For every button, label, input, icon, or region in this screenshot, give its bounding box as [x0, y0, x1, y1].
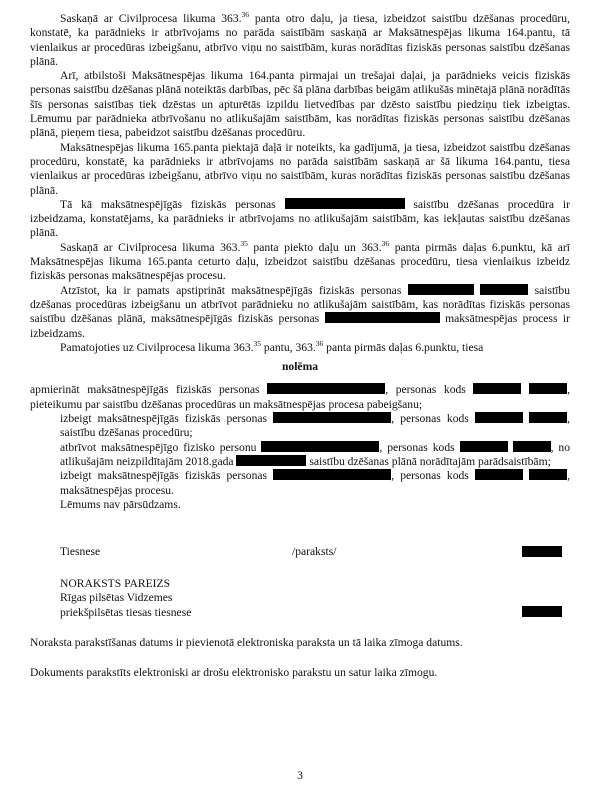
redaction-box	[236, 455, 306, 466]
redaction-box	[408, 284, 474, 295]
redaction-box	[267, 383, 385, 394]
redaction-box	[529, 412, 567, 423]
resolution-item: izbeigt maksātnespējīgās fiziskās personas , personas kods , maksātnespējas procesu.	[60, 469, 570, 497]
appeal-note: Lēmums nav pārsūdzams.	[60, 497, 181, 511]
copy-title: NORAKSTS PAREIZS	[60, 577, 171, 591]
paragraph: Tā kā maksātnespējīgās fiziskās personas saistību dzēšanas procedūra ir izbeidzama, konstatējams, ka parādnieks ir atbrīvojams no atlikušajām saistībām, kas iekļautas saistību dzēšanas plānā.	[30, 197, 570, 240]
footer-note: Dokuments parakstīts elektroniski ar drošu elektronisko parakstu un satur laika zīmogu.	[30, 666, 438, 680]
redaction-box	[513, 441, 551, 452]
resolution-item: izbeigt maksātnespējīgās fiziskās personas , personas kods , saistību dzēšanas procedūru;	[60, 412, 570, 440]
redaction-box	[480, 284, 528, 295]
page-number: 3	[297, 769, 303, 782]
signature-row	[30, 545, 570, 559]
paragraph: Atzīstot, ka ir pamats apstiprināt maksātnespējīgās fiziskās personas saistību dzēšanas procedūras izbeigšanu un atbrīvot parādnieku no atlikušajām saistībām, kas norādītas fiziskās personas saistību dzēšanas plānā, maksātnespējīgās fiziskās personas maksātnespējas process ir izbeidzams.	[30, 283, 571, 340]
paragraph: Saskaņā ar Civilprocesa likuma 363.35 panta piekto daļu un 363.36 panta pirmās daļas 6.punktu, kā arī Maksātnespējas likuma 165.panta ceturto daļu, izbeidzot saistību dzēšanas procedūru, tiesa vienlaikus izbeidz fiziskās personas maksātnespējas procesu.	[30, 238, 571, 283]
redaction-box	[273, 469, 391, 480]
footer-note: Noraksta parakstīšanas datums ir pievienotā elektroniska paraksta un tā laika zīmoga datums.	[30, 635, 463, 649]
paragraph: Saskaņā ar Civilprocesa likuma 363.36 panta otro daļu, ja tiesa, izbeidzot saistību dzēšanas procedūru, konstatē, ka parādnieks ir atbrīvojams no parāda saistībām saskaņā ar Maksātnespējas likuma 164.pantu, tā vienlaikus ar procedūras izbeigšanu, atbrīvo viņu no saistībām, kuras norādītas fiziskās personas saistību dzēšanas plānā.	[30, 10, 570, 68]
footer-notes	[30, 636, 570, 681]
redaction-box	[473, 383, 521, 394]
document-page	[30, 10, 571, 782]
paragraph: Pamatojoties uz Civilprocesa likuma 363.35 pantu, 363.36 panta pirmās daļas 6.punktu, tiesa	[60, 338, 484, 354]
redaction-box	[522, 606, 562, 617]
paragraph: Maksātnespējas likuma 165.panta piektajā daļā ir noteikts, ka gadījumā, ja tiesa, izbeidzot saistību dzēšanas procedūru, konstatē, ka parādnieks ir atbrīvojams no parāda saistībām saskaņā ar šā likuma 164.pantu, tiesa vienlaikus ar procedūras izbeigšanu, atbrīvo viņu no saistībām, kuras norādītas fiziskās personas saistību dzēšanas plānā.	[30, 140, 570, 197]
redaction-box	[529, 383, 567, 394]
decision-title: nolēma	[281, 360, 319, 374]
redaction-box	[273, 412, 391, 423]
paragraph: Arī, atbilstoši Maksātnespējas likuma 164.panta pirmajai un trešajai daļai, ja parādnieks veicis fiziskās personas saistību dzēšanas plānā noteiktās darbības, pēc šā plāna darbības beigām atlikušās minētajā plānā norādītās šīs personas saistības tiek dzēstas un apturētās izpildu lietvedības par dzēsto saistību piedziņu tiek izbeigtas. Lēmumu par parādnieka atbrīvošanu no atlikušajām saistībām, kas norādītas fiziskās personas saistību dzēšanas plānā, pieņem tiesa, pabeidzot saistību dzēšanas procedūru.	[30, 69, 570, 140]
redaction-box	[261, 441, 379, 452]
judge-position: priekšpilsētas tiesas tiesnese	[60, 605, 192, 619]
redaction-box	[325, 312, 440, 323]
redaction-box	[460, 441, 508, 452]
resolution-item: apmierināt maksātnespējīgās fiziskās personas , personas kods , pieteikumu par saistību dzēšanas procedūras un maksātnespējas procesa pabeigšanu;	[30, 383, 570, 411]
certified-copy-block	[30, 577, 570, 620]
signed-marker: /paraksts/	[292, 545, 337, 559]
resolution-section	[30, 383, 570, 512]
redaction-box	[285, 198, 405, 209]
court-name: Rīgas pilsētas Vidzemes	[60, 591, 173, 605]
redaction-box	[475, 469, 523, 480]
redaction-box	[529, 469, 567, 480]
judge-label: Tiesnese	[60, 545, 101, 559]
redaction-box	[475, 412, 523, 423]
redaction-box	[522, 546, 562, 557]
resolution-item: atbrīvot maksātnespējīgo fizisko personu , personas kods , no atlikušajām neizpildītajām 2018.gada saistību dzēšanas plānā norādītajām parādsaistībām;	[60, 440, 570, 468]
